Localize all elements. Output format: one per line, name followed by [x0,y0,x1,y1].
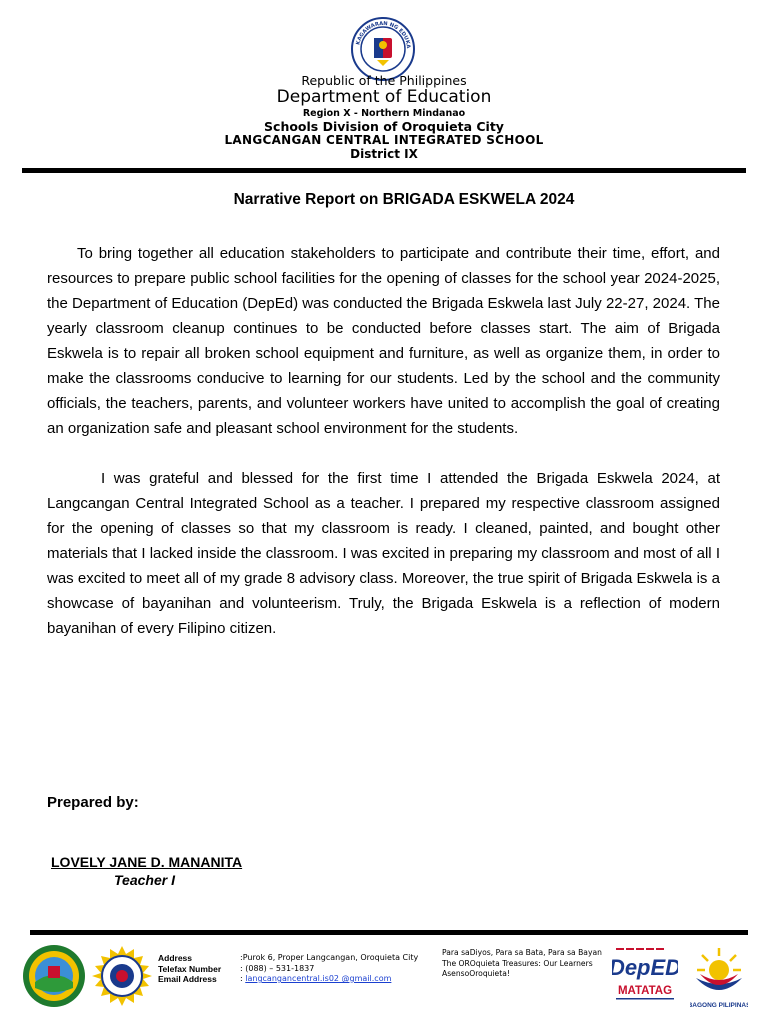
deped-text: DepED [612,955,678,980]
bagong-text: BAGONG PILIPINAS [690,1002,748,1009]
header-department: Department of Education [276,87,492,107]
paragraph-2: I was grateful and blessed for the first time I attended the Brigada Eskwela 2024, at Langcangan Central Integrated School as a teacher. I prepared my respective classroom assigned for the opening of classes so that my classroom is ready. I cleaned, painted, and bought other materials that I lacked inside the classroom. I was excited in preparing my classroom and most of all I was excited to meet all of my grade 8 advisory class. Moreover, the true spirit of Brigada Eskwela is a showcase of bayanihan and volunteerism. Truly, the Brigada Eskwela is a reflection of modern bayanihan of every Filipino citizen. [47,470,720,637]
school-seal-icon [92,946,152,1006]
document-title: Narrative Report on BRIGADA ESKWELA 2024 [233,191,575,208]
address-value: :Purok 6, Proper Langcangan, Oroquieta City [240,953,419,962]
contact-labels [158,953,221,985]
seal-text: KAGAWARAN NG EDUKA [355,20,412,49]
header-school: LANGCANGAN CENTRAL INTEGRATED SCHOOL [224,133,544,147]
telefax-label: Telefax Number [158,963,222,974]
signatory-position: Teacher I [114,872,175,888]
header-division: Schools Division of Oroquieta City [264,119,504,134]
deped-division-logo-icon [22,944,86,1008]
address-label: Address [158,953,193,963]
signatory-name: LOVELY JANE D. MANANITA [51,854,243,870]
bagong-pilipinas-logo [690,944,748,1010]
school-motto: Para saDiyos, Para sa Bata, Para sa Bayan The OROquieta Treasures: Our Learners AsensoOroquieta! [442,948,602,978]
header-divider [22,168,746,173]
paragraph-1: To bring together all education stakeholders to participate and contribute their time, effort, and resources to prepare public school facilities for the opening of classes for the school year 2024-2025, the Department of Education (DepEd) was conducted the Brigada Eskwela last July 22-27, 2024. The yearly classroom cleanup continues to be conducted before classes start. The aim of Brigada Eskwela is to repair all broken school equipment and furniture, as well as organize them, in order to make the classrooms conducive to learning for our students. Led by the school and the community officials, the teachers, parents, and volunteer workers have united to accomplish the goal of creating an organization safe and pleasant school environment for the students. [47,245,720,437]
footer-divider [30,930,748,935]
header-region: Region X - Northern Mindanao [302,108,466,119]
contact-values [240,953,418,985]
email-row [240,974,418,985]
header-district: District IX [350,147,418,161]
deped-matatag-logo [612,946,678,1006]
email-link[interactable]: langcangancentral.is02 @gmail.com [245,974,392,983]
header-republic: Republic of the Philippines [301,73,467,88]
telefax-value: : (088) – 531-1837 [240,963,315,973]
email-prefix: : [240,974,246,983]
prepared-by-label: Prepared by: [47,794,139,811]
email-label: Email Address [158,974,217,984]
matatag-text: MATATAG [617,985,673,997]
